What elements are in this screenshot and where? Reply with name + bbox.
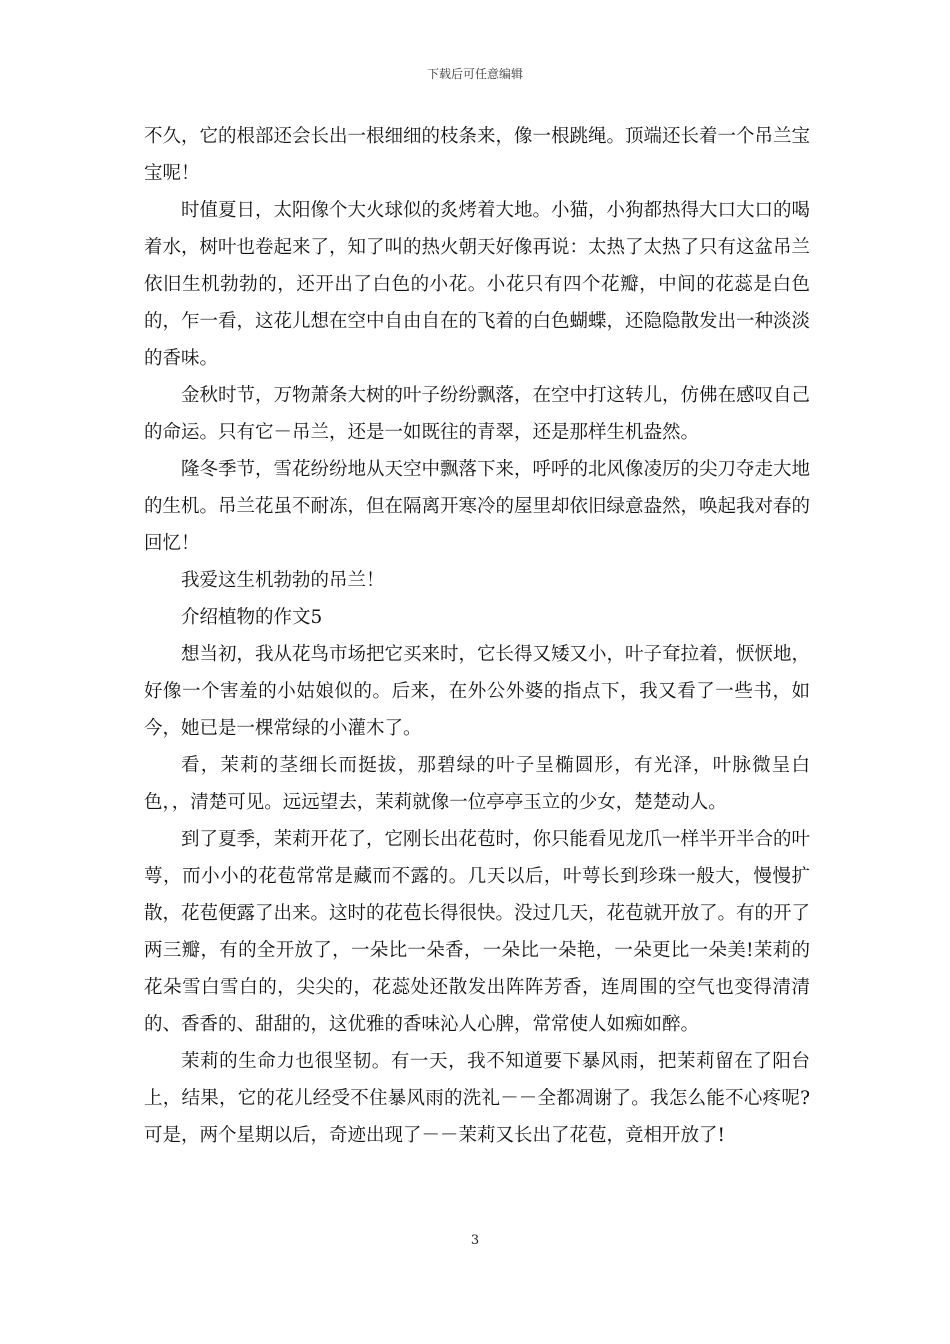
paragraph: 到了夏季，茉莉开花了，它刚长出花苞时，你只能看见龙爪一样半开半合的叶萼，而小小的花苞常常是藏而不露的。几天以后，叶萼长到珍珠一般大，慢慢扩散，花苞便露了出来。这时的花苞长得很快。没过几天，花苞就开放了。有的开了两三瓣，有的全开放了，一朵比一朵香，一朵比一朵艳，一朵更比一朵美!茉莉的花朵雪白雪白的，尖尖的，花蕊处还散发出阵阵芳香，连周围的空气也变得清清的、香香的、甜甜的，这优雅的香味沁人心脾，常常使人如痴如醉。 [144,829,811,1035]
page-number: 3 [470,1233,480,1248]
section-heading: 介绍植物的作文5 [181,607,323,628]
paragraph: 不久，它的根部还会长出一根细细的枝条来，像一根跳绳。顶端还长着一个吊兰宝宝呢！ [144,126,811,184]
page-header: 下载后可任意编辑 [426,67,523,81]
paragraph: 看，茉莉的茎细长而挺拔，那碧绿的叶子呈椭圆形，有光泽，叶脉微呈白色，，清楚可见。远远望去，茉莉就像一位亭亭玉立的少女，楚楚动人。 [144,755,810,813]
paragraph: 时值夏日，太阳像个大火球似的炙烤着大地。小猫，小狗都热得大口大口的喝着水，树叶也卷起来了，知了叫的热火朝天好像再说：太热了太热了只有这盆吊兰依旧生机勃勃的，还开出了白色的小花。小花只有四个花瓣，中间的花蕊是白色的，乍一看，这花儿想在空中自由自在的飞着的白色蝴蝶，还隐隐散发出一种淡淡的香味。 [144,200,811,369]
paragraph: 想当初，我从花鸟市场把它买来时，它长得又矮又小，叶子耷拉着，恹恹地，好像一个害羞的小姑娘似的。后来，在外公外婆的指点下，我又看了一些书，如今，她已是一棵常绿的小灌木了。 [144,644,811,739]
paragraph: 金秋时节，万物萧条大树的叶子纷纷飘落，在空中打这转儿，仿佛在感叹自己的命运。只有它－吊兰，还是一如既往的青翠，还是那样生机盎然。 [144,385,811,443]
paragraph: 隆冬季节，雪花纷纷地从天空中飘落下来，呼呼的北风像凌厉的尖刀夺走大地的生机。吊兰花虽不耐冻，但在隔离开寒冷的屋里却依旧绿意盎然，唤起我对春的回忆！ [144,459,811,554]
paragraph: 我爱这生机勃勃的吊兰！ [181,570,385,591]
paragraph: 茉莉的生命力也很坚韧。有一天，我不知道要下暴风雨，把茉莉留在了阳台上，结果，它的花儿经受不住暴风雨的洗礼－－全都凋谢了。我怎么能不心疼呢?可是，两个星期以后，奇迹出现了－－茉莉又长出了花苞，竟相开放了! [144,1051,810,1146]
document-body [144,118,810,1154]
